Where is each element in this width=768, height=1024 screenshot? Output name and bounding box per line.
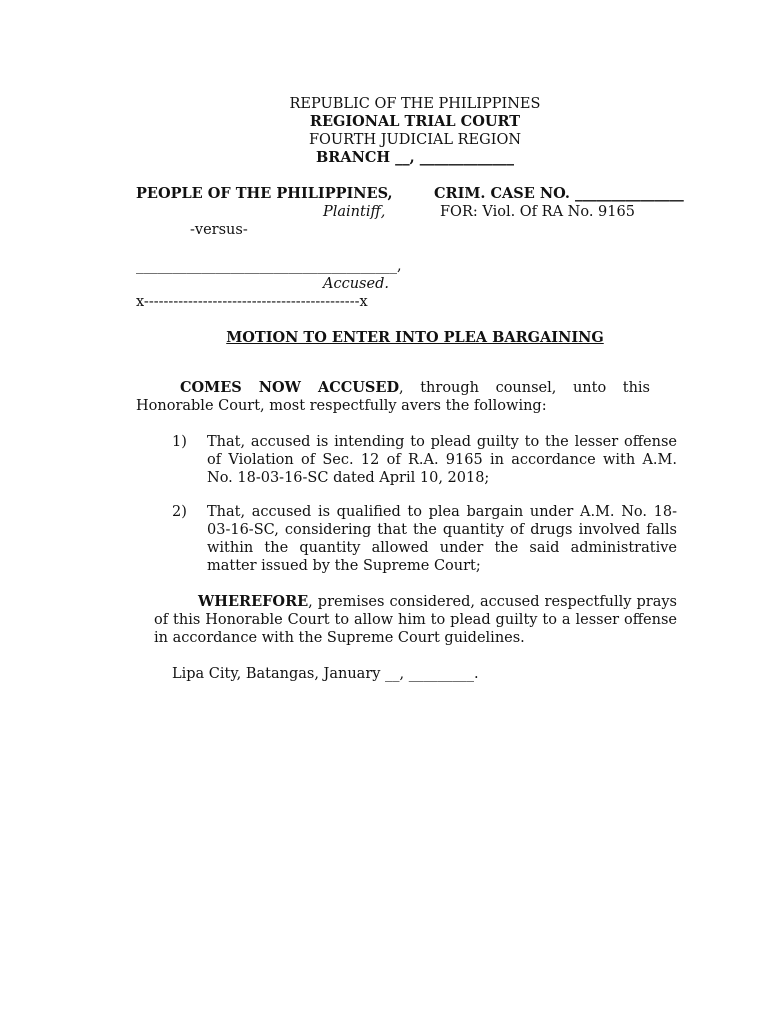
intro-paragraph [136, 379, 650, 415]
header-region: FOURTH JUDICIAL REGION [308, 132, 522, 148]
intro-bold: COMES NOW ACCUSED [180, 379, 400, 396]
accused-name-blank: ____________________________________, [136, 258, 402, 274]
caption-separator: x--------------------------------------------x [136, 294, 368, 310]
item-1-text: That, accused is intending to plead guilty to the lesser offense of Violation of Sec. 12 of R.A. 9165 in accordance with A.M. No. 18-03-16-SC dated April 10, 2018; [207, 434, 677, 486]
prayer-text: , premises considered, accused respectfully prays of this Honorable Court to allow him to plead guilty to a lesser offense in accordance with the Supreme Court guidelines. [154, 594, 677, 646]
place-date: Lipa City, Batangas, January __, _________. [172, 666, 479, 682]
header-branch: BRANCH __, _____________ [316, 149, 514, 166]
motion-title: MOTION TO ENTER INTO PLEA BARGAINING [226, 329, 604, 346]
plaintiff-role: Plaintiff, [323, 204, 386, 220]
versus-label: -versus- [190, 222, 248, 238]
item-2-number: 2) [172, 504, 187, 520]
plaintiff-name: PEOPLE OF THE PHILIPPINES, [136, 185, 393, 202]
prayer-paragraph [154, 593, 677, 647]
item-2-text: That, accused is qualified to plea bargain under A.M. No. 18-03-16-SC, considering that the quantity of drugs involved falls within the quantity allowed under the said administrative matter issued by the Supreme Court; [207, 504, 677, 574]
prayer-bold: WHEREFORE [198, 593, 309, 610]
header-republic: REPUBLIC OF THE PHILIPPINES [289, 96, 541, 112]
intro-text: , through counsel, unto this Honorable Court, most respectfully avers the following: [136, 380, 651, 414]
item-1-number: 1) [172, 434, 187, 450]
header-court: REGIONAL TRIAL COURT [309, 113, 521, 130]
case-offense: FOR: Viol. Of RA No. 9165 [440, 204, 635, 220]
case-number: CRIM. CASE NO. _______________ [434, 185, 684, 202]
accused-role: Accused. [323, 276, 389, 292]
